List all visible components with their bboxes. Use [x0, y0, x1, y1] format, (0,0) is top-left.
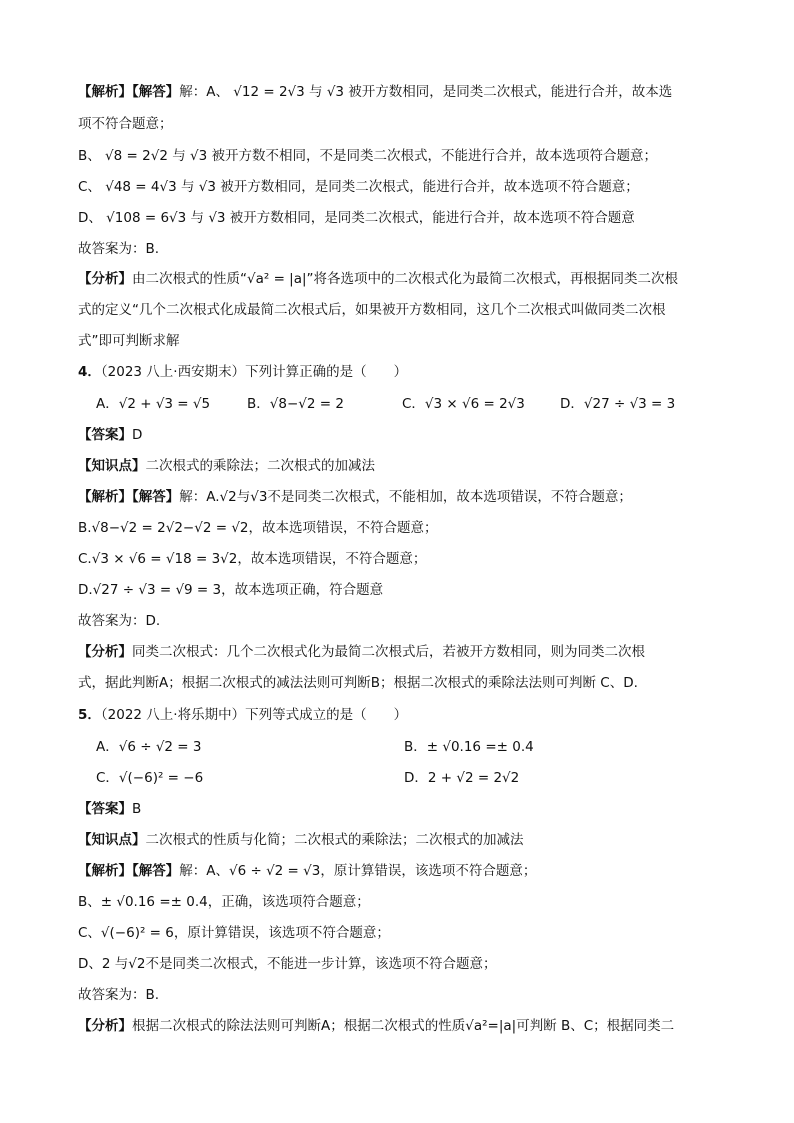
line-text: B、 √8 = 2√2 与 √3 被开方数不相同，不是同类二次根式，不能进行合并，故本选项符合题意；: [78, 148, 657, 164]
q4-analysis-line-2: [78, 673, 638, 693]
question-number: 5．: [78, 707, 101, 723]
line-text: 故答案为：B.: [78, 241, 160, 257]
line-text: 项不符合题意；: [78, 116, 173, 132]
q3-option-b-analysis: [78, 146, 657, 166]
q5-analysis-line-1: [78, 1016, 674, 1036]
line-text: 同类二次根式：几个二次根式化为最简二次根式后，若被开方数相同，则为同类二次根: [132, 644, 645, 660]
line-text: B: [132, 801, 142, 817]
q5-solution-a: [78, 861, 536, 881]
q5-knowledge-points: [78, 830, 524, 850]
line-text: 故答案为：B.: [78, 987, 160, 1003]
q5-answer: [78, 799, 141, 819]
q3-final-answer: [78, 239, 159, 259]
q3-option-d-analysis: [78, 208, 635, 228]
line-text: C、√(−6)² = 6，原计算错误，该选项不符合题意；: [78, 925, 390, 941]
q3-analysis-line-2: [78, 300, 666, 320]
line-text: D、2 与√2不是同类二次根式，不能进一步计算，该选项不符合题意；: [78, 956, 497, 972]
q4-solution-b: [78, 518, 438, 538]
section-head: 【答案】: [78, 801, 132, 817]
q4-solution-c: [78, 549, 426, 569]
line-text: D、 √108 = 6√3 与 √3 被开方数相同，是同类二次根式，能进行合并，故本选项不符合题意: [78, 210, 635, 226]
section-head: 【解析】【解答】: [78, 863, 180, 879]
section-head: 【解析】【解答】: [78, 489, 180, 505]
section-head: 【分析】: [78, 1018, 132, 1034]
line-text: D: [132, 427, 143, 443]
section-head: 【知识点】: [78, 458, 146, 474]
line-text: D.√27 ÷ √3 = √9 = 3，故本选项正确，符合题意: [78, 582, 384, 598]
line-text: B.√8−√2 = 2√2−√2 = √2，故本选项错误，不符合题意；: [78, 520, 438, 536]
line-text: 解：A、√6 ÷ √2 = √3，原计算错误，该选项不符合题意；: [179, 863, 537, 879]
q3-solution-line-1: [78, 82, 672, 102]
line-text: 由二次根式的性质“√a² = |a|”将各选项中的二次根式化为最简二次根式，再根据同类二次根: [132, 271, 679, 287]
q4-option-b: B．√8−√2 = 2: [247, 396, 344, 412]
q5-solution-c: [78, 923, 390, 943]
line-text: 解：A、 √12 = 2√3 与 √3 被开方数相同，是同类二次根式，能进行合并，故本选: [179, 84, 673, 100]
line-text: C.√3 × √6 = √18 = 3√2，故本选项错误，不符合题意；: [78, 551, 427, 567]
line-text: 解：A.√2与√3不是同类二次根式，不能相加，故本选项错误，不符合题意；: [179, 489, 632, 505]
line-text: B、± √0.16 =± 0.4，正确，该选项符合题意；: [78, 894, 370, 910]
q3-option-c-analysis: [78, 177, 639, 197]
q4-solution-a: [78, 487, 632, 507]
q4-option-a: A．√2 + √3 = √5: [96, 396, 211, 412]
q5-solution-b: [78, 892, 370, 912]
line-text: 故答案为：D.: [78, 613, 161, 629]
q5-option-d: D．2 + √2 = 2√2: [404, 770, 520, 786]
q4-answer: [78, 425, 142, 445]
q4-analysis-line-1: [78, 642, 645, 662]
line-text: 式的定义“几个二次根式化成最简二次根式后，如果被开方数相同，这几个二次根式叫做同类二次根: [78, 302, 666, 318]
section-head: 【分析】: [78, 271, 132, 287]
q4-option-d: D．√27 ÷ √3 = 3: [560, 396, 676, 412]
q3-solution-line-2: [78, 114, 173, 134]
q4-stem: [78, 362, 407, 382]
q5-solution-d: [78, 954, 496, 974]
line-text: 式”即可判断求解: [78, 333, 180, 349]
q5-option-a: A．√6 ÷ √2 = 3: [96, 739, 202, 755]
line-text: 二次根式的性质与化简；二次根式的乘除法；二次根式的加减法: [145, 832, 524, 848]
line-text: （2022 八上·将乐期中）下列等式成立的是（ ）: [100, 707, 408, 723]
q3-analysis-line-1: [78, 269, 678, 289]
section-head: 【知识点】: [78, 832, 146, 848]
q4-final-answer: [78, 611, 160, 631]
line-text: C、 √48 = 4√3 与 √3 被开方数相同，是同类二次根式，能进行合并，故本选项不符合题意；: [78, 179, 639, 195]
question-number: 4．: [78, 364, 101, 380]
line-text: （2023 八上·西安期末）下列计算正确的是（ ）: [100, 364, 408, 380]
q5-option-b: B．± √0.16 =± 0.4: [404, 739, 534, 755]
q3-analysis-line-3: [78, 331, 180, 351]
q4-solution-d: [78, 580, 383, 600]
section-head: 【分析】: [78, 644, 132, 660]
line-text: 式，据此判断A；根据二次根式的减法法则可判断B；根据二次根式的乘除法法则可判断 C、D.: [78, 675, 638, 691]
q5-final-answer: [78, 985, 159, 1005]
q4-option-c: C．√3 × √6 = 2√3: [402, 396, 525, 412]
line-text: 根据二次根式的除法法则可判断A；根据二次根式的性质√a²=|a|可判断 B、C；根据同类二: [132, 1018, 675, 1034]
q5-option-c: C．√(−6)² = −6: [96, 770, 204, 786]
q5-stem: [78, 705, 407, 725]
section-head: 【解析】【解答】: [78, 84, 180, 100]
line-text: 二次根式的乘除法；二次根式的加减法: [145, 458, 375, 474]
q4-knowledge-points: [78, 456, 375, 476]
section-head: 【答案】: [78, 427, 132, 443]
